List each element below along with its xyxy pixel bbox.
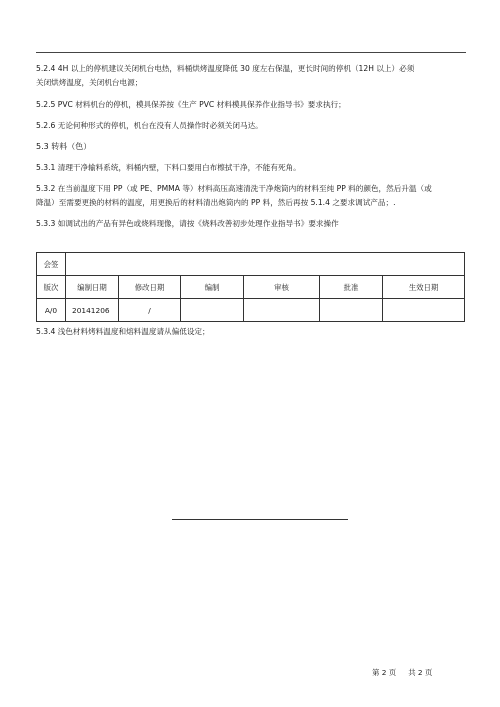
page-number: 第 2 页 bbox=[372, 668, 397, 677]
cell-effective-date bbox=[383, 299, 465, 322]
header-effective-date: 生效日期 bbox=[383, 276, 465, 299]
paragraph-5-3-2-line1: 5.3.2 在当前温度下用 PP（或 PE、PMMA 等）材料高压高速清洗干净炮筒内的材料至纯 PP 料的颜色，然后升温（或 bbox=[36, 184, 432, 193]
paragraph-5-3-2-line2: 降温）至需要更换的材料的温度，用更换后的材料清出炮筒内的 PP 料，然后再按 5.1.4 之要求调试产品；. bbox=[36, 198, 396, 207]
header-revised-date: 修改日期 bbox=[119, 276, 181, 299]
page-footer bbox=[372, 667, 472, 678]
revision-sign-table bbox=[36, 252, 465, 322]
table-row-countersign bbox=[37, 253, 465, 276]
cell-prepared-date: 20141206 bbox=[66, 299, 119, 322]
table-row bbox=[37, 299, 465, 322]
section-heading-5-3: 5.3 转料（色） bbox=[36, 142, 92, 151]
cell-reviewed-by bbox=[244, 299, 320, 322]
header-reviewed-by: 审核 bbox=[244, 276, 320, 299]
cell-approved-by bbox=[320, 299, 383, 322]
table-row-headers bbox=[37, 276, 465, 299]
cell-revised-date: / bbox=[119, 299, 181, 322]
paragraph-5-3-1: 5.3.1 清理干净输料系统，料桶内壁，下料口要用白布檫拭干净，不能有死角。 bbox=[36, 163, 301, 172]
header-prepared-date: 编制日期 bbox=[66, 276, 119, 299]
paragraph-5-3-3: 5.3.3 如调试出的产品有异色或烧料现像，请按《烧料改善初步处理作业指导书》要求操作 bbox=[36, 219, 339, 228]
countersign-cell bbox=[66, 253, 465, 276]
end-rule bbox=[172, 519, 348, 520]
header-approved-by: 批准 bbox=[320, 276, 383, 299]
paragraph-5-2-5: 5.2.5 PVC 材料机台的停机，模具保养按《生产 PVC 材料模具保养作业指导书》要求执行； bbox=[36, 100, 346, 109]
paragraph-5-2-4-line1: 5.2.4 4H 以上的停机建议关闭机台电热，料桶烘烤温度降低 30 度左右保温，更长时间的停机（12H 以上）必须 bbox=[36, 64, 415, 73]
countersign-label: 会签 bbox=[37, 253, 66, 276]
header-prepared-by: 编制 bbox=[181, 276, 244, 299]
cell-prepared-by bbox=[181, 299, 244, 322]
paragraph-5-2-4-line2: 关闭烘烤温度，关闭机台电源； bbox=[36, 78, 143, 87]
paragraph-5-3-4: 5.3.4 浅色材料烤料温度和熔料温度请从偏低设定； bbox=[36, 327, 210, 336]
cell-version: A/0 bbox=[37, 299, 66, 322]
header-version: 版次 bbox=[37, 276, 66, 299]
page-total: 共 2 页 bbox=[408, 668, 433, 677]
paragraph-5-2-6: 5.2.6 无论何种形式的停机，机台在没有人员操作时必须关闭马达。 bbox=[36, 121, 263, 130]
header-rule bbox=[36, 52, 466, 53]
